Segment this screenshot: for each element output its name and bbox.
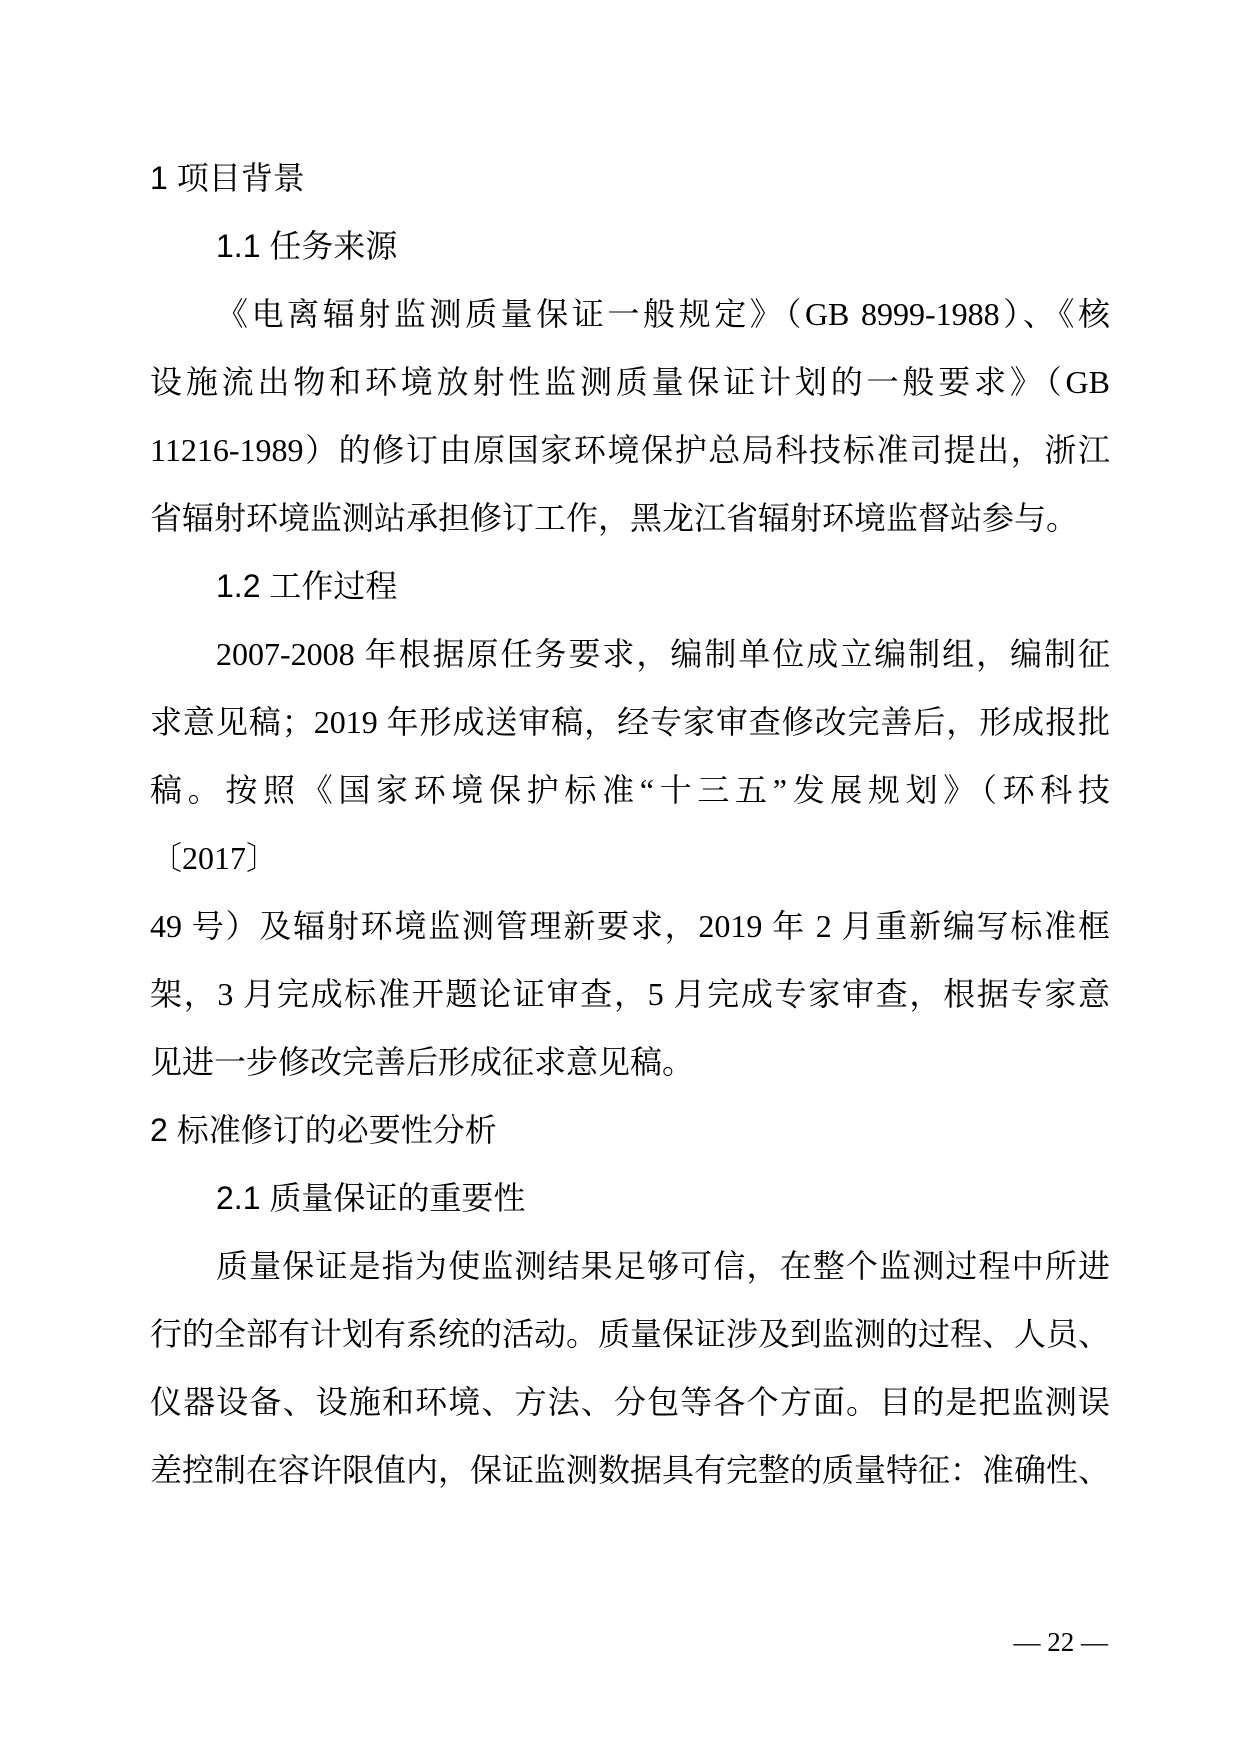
paragraph-line: 省辐射环境监测站承担修订工作，黑龙江省辐射环境监督站参与。 <box>150 500 1079 536</box>
subsection-heading-1-1: 1.1 任务来源 <box>216 228 398 264</box>
paragraph-line: 求意见稿；2019 年形成送审稿，经专家审查修改完善后，形成报批 <box>150 704 1110 740</box>
page-number: — 22 — <box>1013 1627 1108 1657</box>
paragraph-line: 见进一步修改完善后形成征求意见稿。 <box>150 1044 695 1080</box>
paragraph-line: 2007-2008 年根据原任务要求，编制单位成立编制组，编制征 <box>216 636 1110 672</box>
section-heading-1: 1 项目背景 <box>150 160 305 196</box>
paragraph-line: 稿。按照《国家环境保护标准“十三五”发展规划》（环科技 <box>150 772 1110 808</box>
paragraph-line: 仪器设备、设施和环境、方法、分包等各个方面。目的是把监测误 <box>150 1384 1110 1420</box>
paragraph-line: 架，3 月完成标准开题论证审查，5 月完成专家审查，根据专家意 <box>150 976 1110 1012</box>
paragraph-line: 差控制在容许限值内，保证监测数据具有完整的质量特征：准确性、 <box>150 1452 1111 1488</box>
document-body <box>150 144 1110 1504</box>
paragraph-line: 〔2017〕 <box>150 840 279 876</box>
paragraph-line: 质量保证是指为使监测结果足够可信，在整个监测过程中所进 <box>216 1248 1110 1284</box>
subsection-heading-2-1: 2.1 质量保证的重要性 <box>216 1180 526 1216</box>
paragraph-line: 49 号）及辐射环境监测管理新要求，2019 年 2 月重新编写标准框 <box>150 908 1110 944</box>
subsection-heading-1-2: 1.2 工作过程 <box>216 568 398 604</box>
paragraph-line: 设施流出物和环境放射性监测质量保证计划的一般要求》（GB <box>150 364 1110 400</box>
paragraph-line: 11216-1989）的修订由原国家环境保护总局科技标准司提出，浙江 <box>150 432 1110 468</box>
paragraph-line: 《电离辐射监测质量保证一般规定》（GB 8999-1988）、《核 <box>216 296 1110 332</box>
section-heading-2: 2 标准修订的必要性分析 <box>150 1112 497 1148</box>
paragraph-line: 行的全部有计划有系统的活动。质量保证涉及到监测的过程、人员、 <box>150 1316 1111 1352</box>
